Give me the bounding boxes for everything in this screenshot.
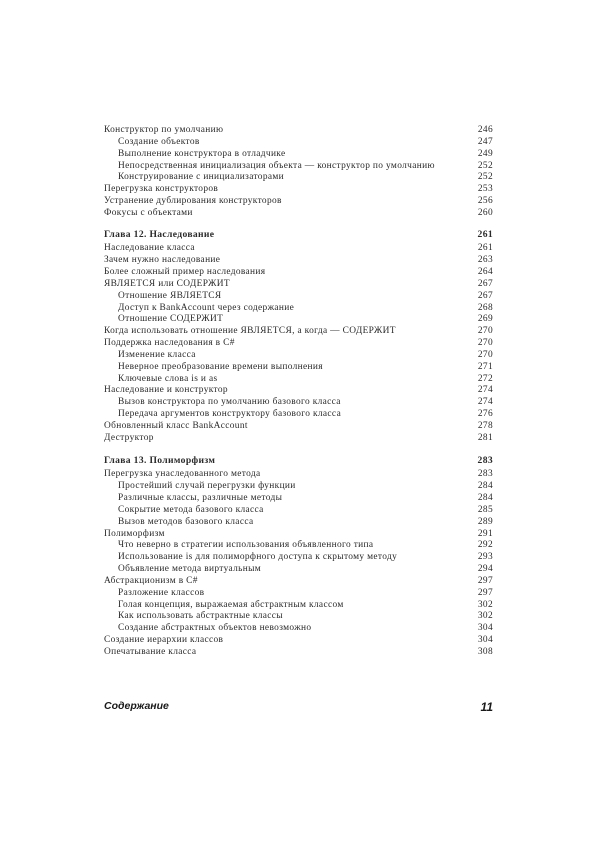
toc-entry xyxy=(104,493,493,505)
toc-entry-title: Перегрузка конструкторов xyxy=(104,184,219,195)
toc-entry-page: 297 xyxy=(477,587,493,598)
toc-entry-page: 269 xyxy=(477,314,493,325)
toc-entry-page: 274 xyxy=(477,397,493,408)
toc-entry-page: 297 xyxy=(477,575,493,586)
toc-entry-title: Создание иерархии классов xyxy=(104,635,224,646)
toc-entry xyxy=(104,279,493,291)
toc-entry xyxy=(104,350,493,362)
toc-entry-title: Создание объектов xyxy=(118,136,200,147)
toc-entry-title: Поддержка наследования в C# xyxy=(104,338,235,349)
toc-entry-page: 285 xyxy=(477,504,493,515)
toc-entry-title: Непосредственная инициализация объекта — конструктор по умолчанию xyxy=(118,160,435,171)
toc-entry xyxy=(104,184,493,196)
toc-entry xyxy=(104,421,493,433)
toc-entry-title: Вызов конструктора по умолчанию базового класса xyxy=(118,397,341,408)
toc-entry xyxy=(104,172,493,184)
toc-entry xyxy=(104,314,493,326)
toc-entry-page: 271 xyxy=(477,361,493,372)
toc-entry xyxy=(104,137,493,149)
toc-entry-title: Простейший случай перегрузки функции xyxy=(118,481,296,492)
toc-chapter-13 xyxy=(104,455,493,659)
toc-entry xyxy=(104,303,493,315)
toc-entry-title: Отношение СОДЕРЖИТ xyxy=(118,314,224,325)
toc-entry-title: Фокусы с объектами xyxy=(104,207,193,218)
toc-entry xyxy=(104,208,493,220)
toc-entry xyxy=(104,243,493,255)
toc-entry-page: 267 xyxy=(477,290,493,301)
toc-entry-title: Как использовать абстрактные классы xyxy=(118,611,283,622)
toc-entry xyxy=(104,149,493,161)
toc-entry-title: Устранение дублирования конструкторов xyxy=(104,196,282,207)
toc-chapter-12 xyxy=(104,229,493,445)
toc-entry-page: 267 xyxy=(477,278,493,289)
toc-entry-page: 270 xyxy=(477,338,493,349)
toc-entry xyxy=(104,505,493,517)
toc-entry xyxy=(104,433,493,445)
toc-entry-page: 289 xyxy=(477,516,493,527)
toc-entry-page: 294 xyxy=(477,564,493,575)
toc-entry-title: Наследование класса xyxy=(104,243,195,254)
toc-entry-page: 268 xyxy=(477,302,493,313)
toc-entry-page: 283 xyxy=(477,469,493,480)
toc-entry-title: Глава 12. Наследование xyxy=(104,229,215,240)
toc-entry xyxy=(104,409,493,421)
toc-entry-page: 260 xyxy=(477,207,493,218)
toc-entry-title: Наследование и конструктор xyxy=(104,385,228,396)
toc-entry-page: 252 xyxy=(477,160,493,171)
toc-entry xyxy=(104,196,493,208)
toc-entry xyxy=(104,529,493,541)
toc-entry-title: Что неверно в стратегии использования объявленного типа xyxy=(118,540,374,551)
toc-entry-page: 249 xyxy=(477,148,493,159)
toc-entry xyxy=(104,552,493,564)
toc-entry-title: Деструктор xyxy=(104,432,154,443)
toc-entry xyxy=(104,125,493,137)
toc-entry-page: 278 xyxy=(477,421,493,431)
toc-entry xyxy=(104,397,493,409)
toc-entry-title: Глава 13. Полиморфизм xyxy=(104,455,216,466)
toc-entry xyxy=(104,576,493,588)
toc-entry xyxy=(104,611,493,623)
toc-entry-page: 256 xyxy=(477,196,493,207)
toc-entry-title: Передача аргументов конструктору базового класса xyxy=(118,409,342,420)
toc-entry-title: Конструирование с инициализаторами xyxy=(118,172,285,183)
toc-entry-page: 246 xyxy=(477,125,493,135)
chapter-heading xyxy=(104,229,493,241)
toc-entry-title: Использование is для полиморфного доступа к скрытому методу xyxy=(118,552,398,563)
toc-entry-title: Конструктор по умолчанию xyxy=(104,125,224,135)
toc-entry-title: Отношение ЯВЛЯЕТСЯ xyxy=(118,290,222,301)
toc-entry-page: 270 xyxy=(477,349,493,360)
toc-entry-title: Полиморфизм xyxy=(104,528,165,539)
toc-entry xyxy=(104,635,493,647)
chapter-heading xyxy=(104,455,493,467)
toc-entry-page: 247 xyxy=(477,136,493,147)
toc-entry-page: 284 xyxy=(477,493,493,504)
toc-entry-title: Обновленный класс BankAccount xyxy=(104,421,248,431)
toc-entry-page: 253 xyxy=(477,184,493,195)
toc-entry-page: 261 xyxy=(477,243,493,254)
page-footer xyxy=(104,700,493,714)
toc-entry-page: 308 xyxy=(477,647,493,657)
running-title: Содержание xyxy=(104,700,169,712)
toc-entry-page: 283 xyxy=(477,455,493,466)
toc-entry-title: Вызов методов базового класса xyxy=(118,516,254,527)
toc-entry-title: Различные классы, различные методы xyxy=(118,493,283,504)
toc-entry-page: 293 xyxy=(477,552,493,563)
toc-entry xyxy=(104,161,493,173)
toc-entry-page: 274 xyxy=(477,385,493,396)
toc-entry-page: 304 xyxy=(477,623,493,634)
toc-entry-page: 272 xyxy=(477,373,493,384)
toc-entry-page: 292 xyxy=(477,540,493,551)
toc-entry xyxy=(104,588,493,600)
toc-entry-page: 281 xyxy=(477,432,493,443)
toc-entry xyxy=(104,481,493,493)
toc-entry-title: Сокрытие метода базового класса xyxy=(118,504,264,515)
toc-entry-page: 264 xyxy=(477,267,493,278)
toc-entry xyxy=(104,564,493,576)
toc-entry-title: Опечатывание класса xyxy=(104,647,197,657)
toc-entry-page: 302 xyxy=(477,611,493,622)
toc-entry-title: Ключевые слова is и as xyxy=(118,373,218,384)
toc-entry-page: 270 xyxy=(477,326,493,337)
toc-entry xyxy=(104,291,493,303)
toc-entry-page: 291 xyxy=(477,528,493,539)
toc-entry-title: Более сложный пример наследования xyxy=(104,267,266,278)
toc-entry xyxy=(104,469,493,481)
toc-entry-page: 284 xyxy=(477,481,493,492)
toc-entry-title: Создание абстрактных объектов невозможно xyxy=(118,623,312,634)
toc-entry xyxy=(104,326,493,338)
toc-entry-title: Перегрузка унаследованного метода xyxy=(104,469,261,480)
toc-entry xyxy=(104,517,493,529)
toc-entry-title: Зачем нужно наследование xyxy=(104,255,221,266)
toc-entry-page: 302 xyxy=(477,599,493,610)
toc-entry xyxy=(104,374,493,386)
toc-entry-title: Объявление метода виртуальным xyxy=(118,564,262,575)
toc-entry xyxy=(104,385,493,397)
toc-entry xyxy=(104,338,493,350)
toc-section xyxy=(104,125,493,220)
toc-entry-title: Разложение классов xyxy=(118,587,205,598)
toc-entry xyxy=(104,647,493,659)
toc-entry xyxy=(104,267,493,279)
toc-entry xyxy=(104,600,493,612)
toc-entry-title: Изменение класса xyxy=(118,349,196,360)
toc-entry-page: 261 xyxy=(477,229,493,240)
toc-entry-page: 304 xyxy=(477,635,493,646)
toc-entry-page: 263 xyxy=(477,255,493,266)
toc-entry xyxy=(104,362,493,374)
toc-entry-title: Абстракционизм в C# xyxy=(104,575,198,586)
toc-entry xyxy=(104,255,493,267)
toc-entry-title: Выполнение конструктора в отладчике xyxy=(118,148,286,159)
toc-entry-title: ЯВЛЯЕТСЯ или СОДЕРЖИТ xyxy=(104,278,230,289)
toc-entry xyxy=(104,623,493,635)
toc-entry-title: Когда использовать отношение ЯВЛЯЕТСЯ, а когда — СОДЕРЖИТ xyxy=(104,326,396,337)
toc-entry-page: 252 xyxy=(477,172,493,183)
toc-entry-title: Голая концепция, выражаемая абстрактным классом xyxy=(118,599,344,610)
toc-entry-title: Доступ к BankAccount через содержание xyxy=(118,302,295,313)
toc-entry-title: Неверное преобразование времени выполнения xyxy=(118,361,323,372)
page-number: 11 xyxy=(480,700,493,714)
toc-entry xyxy=(104,540,493,552)
toc-entry-page: 276 xyxy=(477,409,493,420)
